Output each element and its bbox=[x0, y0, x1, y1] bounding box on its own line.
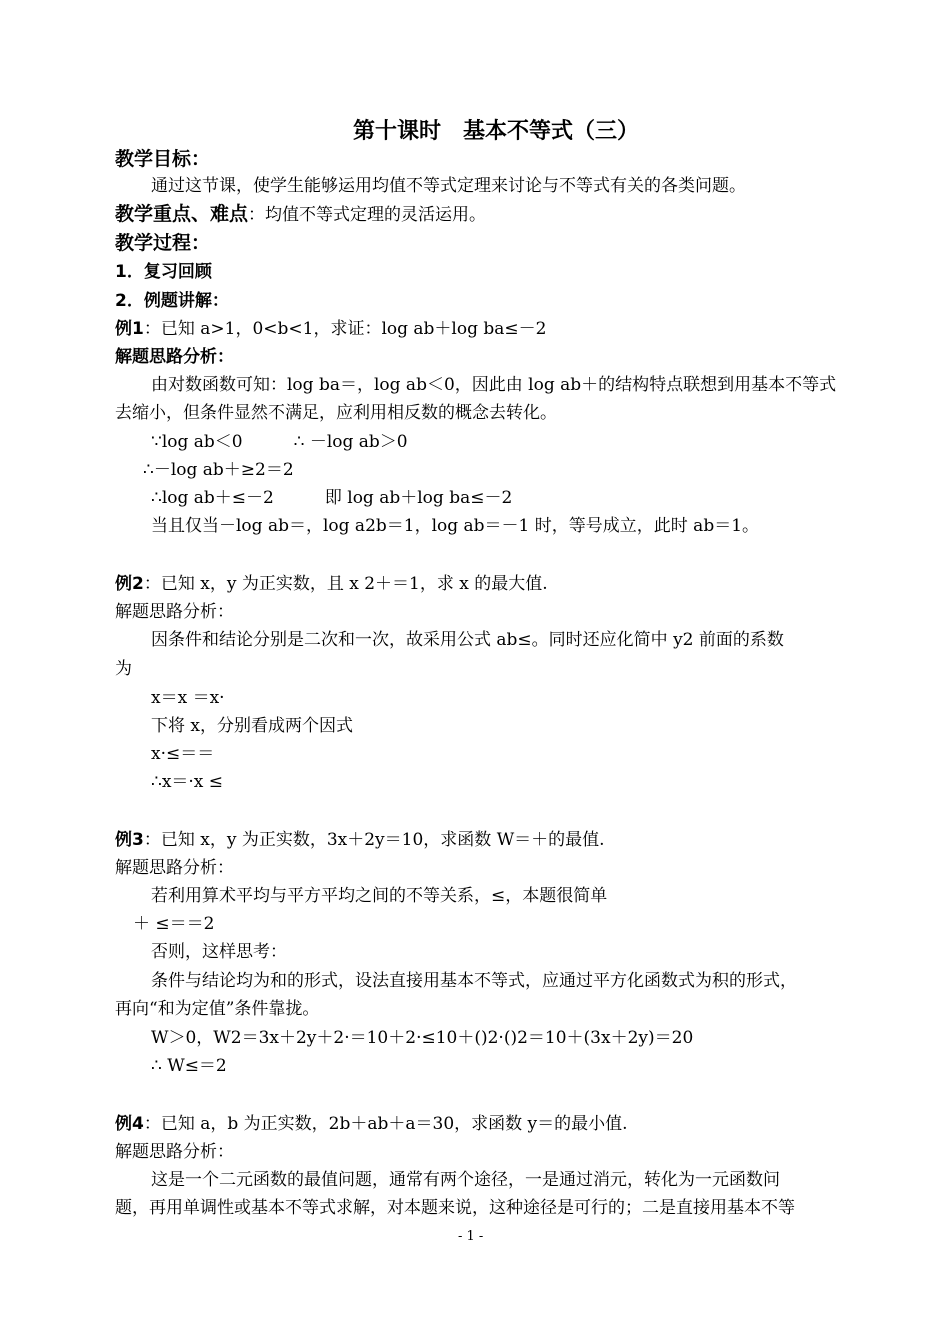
ex2-step-3: x·≤＝＝ bbox=[151, 744, 215, 764]
ex3-problem: 例3：已知 x，y 为正实数，3x＋2y＝10，求函数 W＝＋的最值. bbox=[115, 830, 605, 850]
page-number: - 1 - bbox=[458, 1229, 484, 1244]
ex3-step-1: ＋ ≤＝＝2 bbox=[133, 914, 215, 934]
ex3-analysis-heading: 解题思路分析： bbox=[115, 858, 234, 878]
ex2-paragraph-2: 为 bbox=[115, 659, 132, 679]
ex3-paragraph-3: 再向“和为定值”条件靠拢。 bbox=[115, 999, 320, 1019]
ex3-step-4: ∴ W≤＝2 bbox=[151, 1056, 227, 1076]
ex2-analysis-heading: 解题思路分析： bbox=[115, 602, 234, 622]
ex1-problem: 例1：已知 a>1，0<b<1，求证：log ab＋log ba≤－2 bbox=[115, 319, 547, 339]
ex1-paragraph-2: 去缩小，但条件显然不满足，应利用相反数的概念去转化。 bbox=[115, 403, 557, 423]
ex1-step-2: ∴－log ab＋≥2＝2 bbox=[143, 460, 294, 480]
key-points bbox=[115, 205, 486, 224]
ex3-step-3: W＞0，W2＝3x＋2y＋2·＝10＋2·≤10＋()2·()2＝10＋(3x＋2y)＝20 bbox=[151, 1028, 694, 1048]
ex4-problem: 例4：已知 a，b 为正实数，2b＋ab＋a＝30，求函数 y＝的最小值. bbox=[115, 1114, 628, 1134]
step-review: 1．复习回顾 bbox=[115, 262, 212, 282]
process-heading: 教学过程： bbox=[115, 232, 211, 254]
ex2-problem: 例2：已知 x，y 为正实数，且 x 2＋＝1，求 x 的最大值. bbox=[115, 574, 548, 594]
ex3-step-2: 否则，这样思考： bbox=[151, 942, 287, 962]
goal-text: 通过这节课，使学生能够运用均值不等式定理来讨论与不等式有关的各类问题。 bbox=[151, 176, 746, 196]
ex4-paragraph-2: 题，再用单调性或基本不等式求解，对本题来说，这种途径是可行的；二是直接用基本不等 bbox=[115, 1198, 795, 1218]
ex4-paragraph-1: 这是一个二元函数的最值问题，通常有两个途径，一是通过消元，转化为一元函数问 bbox=[151, 1170, 780, 1190]
ex1-step-1: ∵log ab＜0 ∴ －log ab＞0 bbox=[151, 432, 408, 452]
ex1-analysis-heading: 解题思路分析： bbox=[115, 347, 234, 367]
ex1-step-4: 当且仅当－log ab＝，log a2b＝1，log ab＝－1 时，等号成立，此时 ab＝1。 bbox=[151, 516, 760, 536]
ex1-step-3: ∴log ab＋≤－2 即 log ab＋log ba≤－2 bbox=[151, 488, 513, 508]
ex3-label: 例3 bbox=[115, 830, 144, 850]
ex3-paragraph-1: 若利用算术平均与平方平均之间的不等关系，≤，本题很简单 bbox=[151, 886, 608, 906]
ex2-step-4: ∴x＝·x ≤ bbox=[151, 772, 224, 792]
ex2-step-2: 下将 x，分别看成两个因式 bbox=[151, 716, 353, 736]
ex3-paragraph-2: 条件与结论均为和的形式，设法直接用基本不等式，应通过平方化函数式为积的形式， bbox=[151, 971, 797, 991]
key-text: ：均值不等式定理的灵活运用。 bbox=[248, 205, 487, 225]
page-title: 第十课时 基本不等式（三） bbox=[353, 119, 640, 144]
ex2-label: 例2 bbox=[115, 574, 144, 594]
ex2-step-1: x＝x ＝x· bbox=[151, 688, 225, 708]
key-label: 教学重点、难点 bbox=[115, 203, 249, 225]
ex1-label: 例1 bbox=[115, 319, 144, 339]
ex2-paragraph-1: 因条件和结论分别是二次和一次，故采用公式 ab≤。同时还应化简中 y2 前面的系数 bbox=[151, 630, 784, 650]
step-examples: 2．例题讲解： bbox=[115, 291, 229, 311]
goal-heading: 教学目标： bbox=[115, 148, 211, 170]
ex1-paragraph-1: 由对数函数可知：log ba＝，log ab＜0，因此由 log ab＋的结构特点联想到用基本不等式 bbox=[151, 375, 837, 395]
ex4-label: 例4 bbox=[115, 1114, 144, 1134]
ex4-analysis-heading: 解题思路分析： bbox=[115, 1142, 234, 1162]
